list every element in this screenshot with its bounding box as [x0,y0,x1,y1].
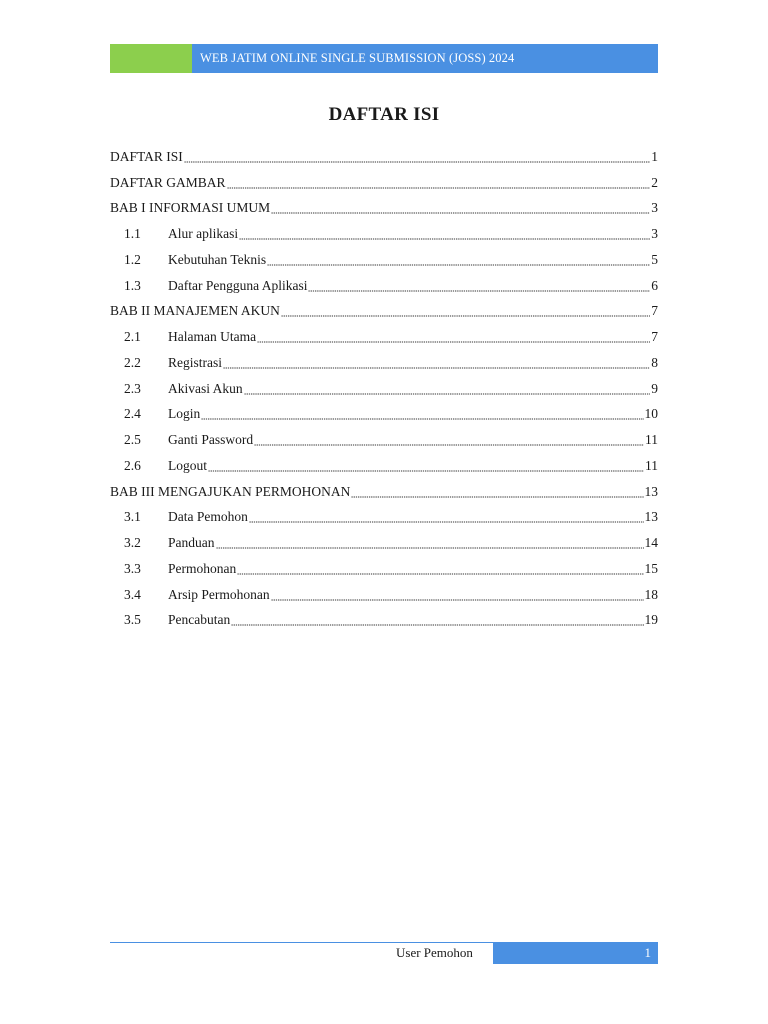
toc-entry-number: 3.2 [124,535,141,551]
toc-entry-number: 2.2 [124,354,141,370]
page-title: DAFTAR ISI [328,104,440,125]
toc-dot-leader [271,592,644,604]
toc-entry-page: 18 [644,586,658,602]
toc-entry-label: BAB I INFORMASI UMUM [110,200,271,216]
toc-dot-leader [281,308,650,320]
toc-entry-number: 3.3 [124,560,141,576]
toc-entry[interactable] [110,582,658,608]
toc-entry-number: 3.4 [124,586,141,602]
toc-entry-page: 13 [644,509,658,525]
toc-entry-number: 2.1 [124,329,141,345]
toc-dot-leader [239,231,650,243]
toc-entry-label: DAFTAR GAMBAR [110,174,226,190]
toc-entry-page: 11 [645,432,658,448]
table-of-contents [110,144,658,633]
toc-entry-label: Login [168,406,201,422]
toc-entry-page: 7 [651,329,658,345]
toc-entry-page: 1 [651,148,658,164]
toc-entry[interactable] [110,221,658,247]
toc-dot-leader [267,257,650,269]
toc-dot-leader [308,283,650,295]
toc-entry-page: 6 [651,277,658,293]
toc-entry-page: 14 [644,535,658,551]
toc-entry-label: Permohonan [168,560,237,576]
toc-dot-leader [227,180,651,192]
toc-entry[interactable] [110,170,658,196]
toc-entry[interactable] [110,530,658,556]
toc-entry-number: 2.5 [124,432,141,448]
toc-entry[interactable] [110,247,658,273]
toc-dot-leader [231,617,643,629]
toc-entry-page: 2 [651,174,658,190]
toc-entry-page: 5 [651,251,658,267]
toc-entry-label: Alur aplikasi [168,226,239,242]
header-accent-green [110,44,192,73]
toc-entry[interactable] [110,427,658,453]
toc-entry-label: DAFTAR ISI [110,148,183,164]
toc-entry-number: 3.5 [124,612,141,628]
toc-entry-page: 11 [645,457,658,473]
toc-entry[interactable] [110,196,658,222]
toc-dot-leader [223,360,650,372]
page-header [110,44,658,73]
toc-entry[interactable] [110,608,658,634]
toc-entry-page: 8 [651,354,658,370]
toc-entry-number: 1.1 [124,226,141,242]
toc-dot-leader [216,540,644,552]
toc-entry-page: 19 [644,612,658,628]
toc-entry-number: 3.1 [124,509,141,525]
toc-entry-number: 1.3 [124,277,141,293]
toc-entry[interactable] [110,453,658,479]
toc-dot-leader [237,566,643,578]
toc-entry-label: Arsip Permohonan [168,586,270,602]
footer-page-number: 1 [493,942,658,964]
toc-entry[interactable] [110,299,658,325]
toc-dot-leader [201,411,643,423]
toc-entry-page: 9 [651,380,658,396]
toc-entry-label: BAB II MANAJEMEN AKUN [110,303,280,319]
toc-entry-label: Data Pemohon [168,509,248,525]
footer-label: User Pemohon [396,945,473,960]
toc-entry[interactable] [110,324,658,350]
toc-entry-page: 15 [644,560,658,576]
toc-dot-leader [271,205,650,217]
toc-dot-leader [208,463,644,475]
toc-entry[interactable] [110,376,658,402]
toc-dot-leader [184,154,650,166]
toc-entry-page: 7 [651,303,658,319]
toc-entry-label: Akivasi Akun [168,380,243,396]
toc-entry[interactable] [110,144,658,170]
toc-entry-label: Kebutuhan Teknis [168,251,267,267]
toc-entry[interactable] [110,556,658,582]
toc-entry-number: 2.3 [124,380,141,396]
toc-dot-leader [244,386,651,398]
toc-entry[interactable] [110,273,658,299]
header-title: WEB JATIM ONLINE SINGLE SUBMISSION (JOSS) 2024 [192,44,658,73]
toc-entry-label: Panduan [168,535,215,551]
toc-entry-label: Logout [168,457,207,473]
toc-entry-label: Pencabutan [168,612,231,628]
toc-entry[interactable] [110,479,658,505]
toc-dot-leader [257,334,650,346]
toc-dot-leader [249,514,644,526]
toc-entry[interactable] [110,505,658,531]
toc-entry-page: 3 [651,200,658,216]
toc-entry-number: 2.6 [124,457,141,473]
toc-entry-label: Ganti Password [168,432,254,448]
toc-entry[interactable] [110,350,658,376]
toc-entry[interactable] [110,402,658,428]
toc-entry-page: 13 [644,483,658,499]
toc-entry-page: 10 [644,406,658,422]
toc-dot-leader [254,437,644,449]
toc-entry-label: Registrasi [168,354,222,370]
toc-entry-label: Halaman Utama [168,329,257,345]
toc-entry-label: BAB III MENGAJUKAN PERMOHONAN [110,483,351,499]
toc-entry-number: 1.2 [124,251,141,267]
toc-entry-label: Daftar Pengguna Aplikasi [168,277,308,293]
toc-entry-page: 3 [651,226,658,242]
toc-entry-number: 2.4 [124,406,141,422]
toc-dot-leader [351,489,643,501]
